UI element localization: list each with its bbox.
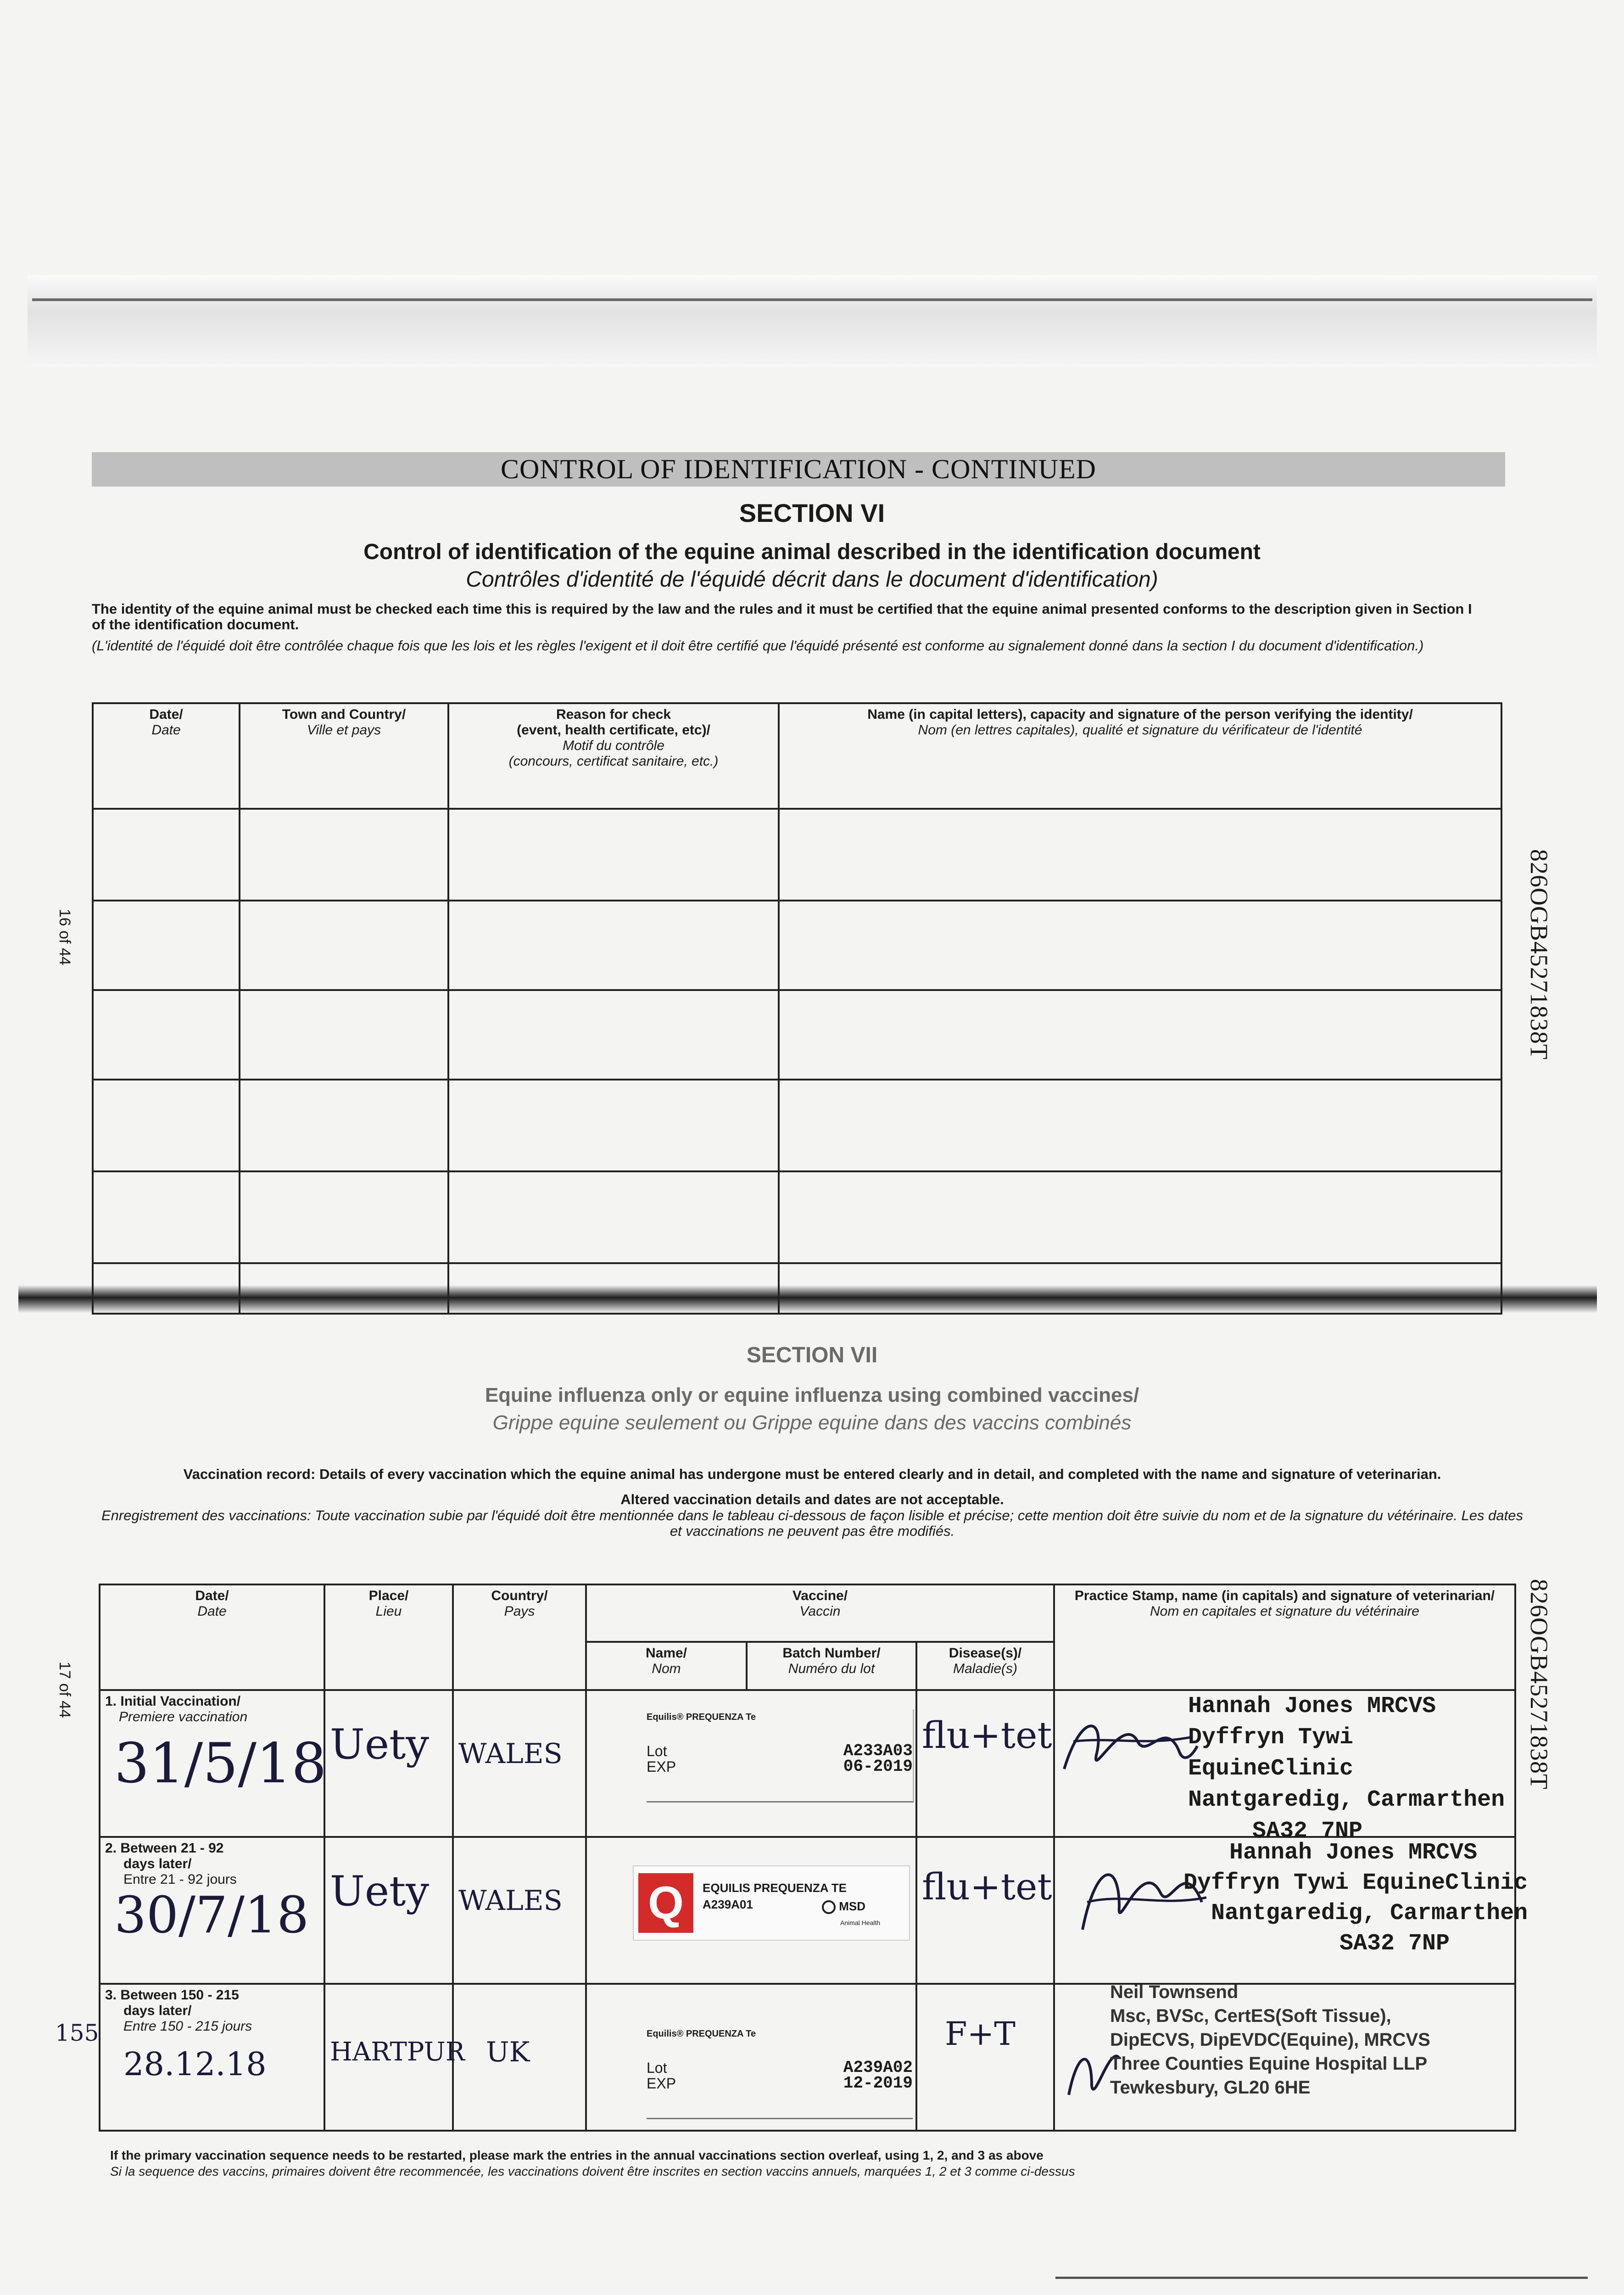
vacc-disease-value: F+T: [916, 1984, 1054, 2131]
sticker-exp: 06-2019: [843, 1757, 913, 1776]
col-vaccine-name: Name/ Nom: [586, 1642, 747, 1690]
msd-subtitle: Animal Health: [840, 1919, 881, 1926]
stamp-line: Nantgaredig, Carmarthen: [1211, 1900, 1528, 1926]
col-date: Date/ Date: [93, 703, 240, 809]
section7-heading: SECTION VII: [746, 1343, 878, 1367]
sticker-exp-label: EXP: [647, 1758, 676, 1775]
q-logo: Q: [638, 1873, 693, 1933]
stamp-line: Msc, BVSc, CertES(Soft Tissue),: [1110, 2006, 1391, 2026]
vaccine-sticker: [586, 1984, 916, 2131]
sticker-lot-label: Lot: [647, 2060, 667, 2076]
vacc-date-value: 30/7/18: [114, 1886, 309, 1944]
vet-signature: [1055, 1700, 1202, 1792]
stamp-line: Dyffryn Tywi EquineClinic: [1183, 1870, 1528, 1896]
section7-title-fr: Grippe equine seulement ou Grippe equine dans des vaccins combinés: [492, 1411, 1132, 1434]
vacc-stage: 2. Between 21 - 92 days later/ Entre 21 - 92 jours 30/7/18: [100, 1837, 324, 1984]
sticker-lot-label: Lot: [647, 1743, 667, 1759]
vaccination-record-note: Altered vaccination details and dates are not acceptable.: [620, 1491, 1004, 1507]
vaccination-table: [99, 1584, 1528, 2132]
sticker-brand: Equilis® PREQUENZA Te: [647, 1712, 756, 1722]
stamp-line: Dyffryn Tywi EquineClinic: [1188, 1724, 1354, 1782]
stamp-line: DipECVS, DipEVDC(Equine), MRCVS: [1110, 2030, 1430, 2050]
sticker-exp-label: EXP: [647, 2075, 676, 2092]
vaccination-record-fr: Enregistrement des vaccinations: Toute vaccination subie par l'équidé doit être mentionnée dans le tableau ci-dessous de façon lisible et précise; cette mention doit être suivie du nom et de la signature du vétérinaire. Les dates et vaccinations ne peuvent pas être modifiés.: [101, 1507, 1523, 1539]
vacc-place-value: Uety: [324, 1837, 453, 1984]
vet-stamp: [1054, 1837, 1528, 1984]
stamp-line: Neil Townsend: [1110, 1982, 1239, 2002]
stamp-line: Three Counties Equine Hospital LLP: [1110, 2054, 1428, 2074]
col-reason: Reason for check (event, health certificate, etc)/ Motif du contrôle (concours, certificat sanitaire, etc.): [448, 703, 779, 809]
identity-check-table: [92, 702, 1502, 1315]
msd-icon: [822, 1900, 836, 1914]
page-number-bottom: 17 of 44: [56, 1662, 73, 1718]
vacc-country-value: WALES: [453, 1690, 586, 1837]
stamp-line: Hannah Jones MRCVS: [1188, 1693, 1436, 1719]
footer-note-fr: Si la sequence des vaccins, primaires doivent être recommencée, les vaccinations doivent être inscrites en section vaccins annuels, marquées 1, 2 et 3 comme ci-dessus: [110, 2164, 1075, 2178]
col-vacc-date: Date/ Date: [100, 1584, 324, 1690]
col-batch: Batch Number/ Numéro du lot: [747, 1642, 916, 1690]
identity-check-row: [93, 990, 1501, 1080]
col-vaccine: Vaccine/ Vaccin: [586, 1584, 1054, 1642]
page-number-top: 16 of 44: [56, 909, 73, 965]
section7-title: Equine influenza only or equine influenza using combined vaccines/: [485, 1384, 1139, 1406]
section6-title-fr: Contrôles d'identité de l'équidé décrit dans le document d'identification): [466, 567, 1158, 592]
identity-check-row: [93, 1263, 1501, 1314]
section6-intro-fr: (L'identité de l'équidé doit être contrôlée chaque fois que les lois et les règles l'exigent et il doit être certifié que l'équidé présenté est conforme au signalement donné dans la section I du document d'identification.): [92, 638, 1424, 654]
col-verifier: Name (in capital letters), capacity and signature of the person verifying the identity/ Nom (en lettres capitales), qualité et signature du vérificateur de l'identité: [779, 703, 1501, 809]
vaccination-row-second: [100, 1837, 1515, 1984]
vaccination-record-text: Details of every vaccination which the equine animal has undergone must be entered clearly and in detail, and completed with the name and signature of veterinarian.: [315, 1466, 1441, 1482]
vacc-stage: 1. Initial Vaccination/ Premiere vaccination 31/5/18: [100, 1690, 324, 1837]
vaccination-record-label: Vaccination record:: [183, 1466, 316, 1482]
vacc-disease-value: flu+tet: [916, 1690, 1054, 1837]
sticker-exp: 12-2019: [843, 2074, 913, 2093]
section6-title: Control of identification of the equine animal described in the identification document: [363, 540, 1261, 564]
col-stamp: Practice Stamp, name (in capitals) and signature of veterinarian/ Nom en capitales et signature du vétérinaire: [1054, 1584, 1515, 1690]
stamp-line: Hannah Jones MRCVS: [1229, 1840, 1478, 1866]
top-fold-shadow: [28, 275, 1597, 367]
col-town: Town and Country/ Ville et pays: [240, 703, 448, 809]
sticker-lot: A239A01: [703, 1898, 753, 1911]
col-disease: Disease(s)/ Maladie(s): [916, 1642, 1054, 1690]
section6-intro: The identity of the equine animal must be checked each time this is required by the law and the rules and it must be certified that the equine animal presented conforms to the description given in Section I of the identification document.: [92, 601, 1472, 633]
vacc-date-value: 31/5/18: [114, 1732, 327, 1796]
vet-stamp: [1054, 1984, 1515, 2131]
vaccine-sticker: [586, 1837, 916, 1984]
vacc-place-value: Uety: [324, 1690, 453, 1837]
vaccination-header-row: [100, 1584, 1515, 1642]
sticker-brand: EQUILIS PREQUENZA TE: [703, 1881, 847, 1895]
top-fold-line: [32, 298, 1592, 301]
identity-check-row: [93, 1171, 1501, 1263]
identity-check-header: [93, 703, 1501, 809]
sticker-lot: A239A02: [843, 2058, 913, 2077]
col-country: Country/ Pays: [453, 1584, 586, 1690]
identity-check-row: [93, 809, 1501, 901]
vaccine-sticker: [586, 1690, 916, 1837]
passport-id-bottom: 826OGB45271838T: [1525, 1579, 1553, 1790]
bottom-edge-line: [1055, 2277, 1588, 2279]
vaccination-record-intro: [101, 1467, 1524, 1482]
section-banner: CONTROL OF IDENTIFICATION - CONTINUED: [92, 452, 1505, 487]
vaccination-row-third: [100, 1984, 1515, 2131]
vacc-stage: 3. Between 150 - 215 days later/ Entre 150 - 215 jours 28.12.18: [100, 1984, 324, 2131]
footer-note: If the primary vaccination sequence needs to be restarted, please mark the entries in the annual vaccinations section overleaf, using 1, 2, and 3 as above: [110, 2148, 1044, 2162]
identity-check-row: [93, 901, 1501, 990]
vacc-disease-value: flu+tet: [916, 1837, 1054, 1984]
vacc-country-value: WALES: [453, 1837, 586, 1984]
vet-stamp: [1054, 1690, 1515, 1844]
col-place: Place/ Lieu: [324, 1584, 453, 1690]
stamp-line: Nantgaredig, Carmarthen: [1188, 1787, 1505, 1813]
stamp-line: Tewkesbury, GL20 6HE: [1110, 2077, 1311, 2098]
vacc-country-value: UK: [453, 1984, 586, 2131]
section6-heading: SECTION VI: [739, 498, 885, 527]
stamp-line: SA32 7NP: [1339, 1931, 1450, 1957]
vacc-date-value: 28.12.18: [123, 2045, 267, 2083]
msd-logo: MSD: [822, 1898, 865, 1914]
vacc-place-value: HARTPUR: [324, 1984, 453, 2131]
vaccination-row-initial: [100, 1690, 1515, 1837]
passport-id-top: 826OGB45271838T: [1525, 849, 1553, 1060]
margin-note: 155: [55, 2020, 99, 2046]
stamp-line: SA32 7NP: [1252, 1818, 1363, 1844]
identity-check-row: [93, 1080, 1501, 1171]
sticker-brand: Equilis® PREQUENZA Te: [647, 2029, 756, 2039]
sticker-lot: A233A03: [843, 1741, 913, 1760]
